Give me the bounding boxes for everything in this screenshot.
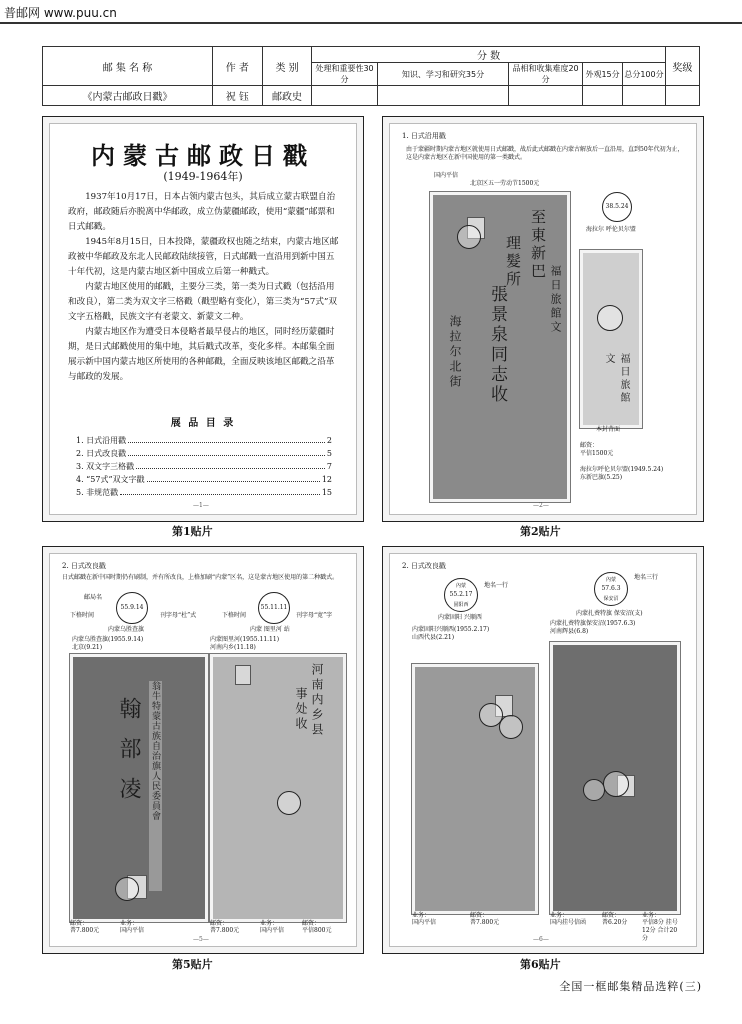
- section-title: 2. 日式改良戳: [402, 562, 446, 570]
- foot-label: 邮资：: [470, 912, 489, 919]
- pm-label: 内蒙扎赉特旗 保安沼(支): [576, 610, 643, 617]
- sheet-6-frame: [382, 546, 704, 954]
- cover-detail: 海拉尔呼伦贝尔盟(1949.5.24): [580, 466, 664, 473]
- pm-note: 邮局名: [84, 594, 103, 601]
- toc-page: 2: [326, 436, 332, 445]
- toc-title: 展 品 目 录: [170, 418, 236, 429]
- exhibit-name: 《内蒙古邮政日戳》: [43, 86, 213, 106]
- foot-value: 国内挂号信函: [550, 919, 587, 926]
- score-4: 外观15分: [582, 63, 622, 86]
- cover-detail: 河南内乡(11.18): [210, 644, 256, 651]
- toc-item: [76, 460, 332, 473]
- page-number: —5—: [193, 936, 209, 943]
- foot-value: 普7.800元: [70, 927, 100, 934]
- foot-label: 业务：: [260, 920, 279, 927]
- toc-page: 15: [321, 488, 332, 497]
- postmark-top: 內蒙: [455, 583, 466, 589]
- postmark: [583, 779, 605, 801]
- toc-page: 5: [326, 449, 332, 458]
- pm-note: 地名三行: [634, 574, 659, 581]
- author-name: 祝 钰: [212, 86, 262, 106]
- score-4-value: [582, 86, 622, 106]
- handwritten-note: 福日旅館文: [603, 353, 629, 405]
- postmark-top: 內蒙: [605, 577, 616, 583]
- toc-label: 2. 日式改良戳: [76, 449, 127, 458]
- cover-detail: 内蒙乌胜查旗(1955.9.14): [72, 636, 144, 643]
- postmark: [597, 305, 623, 331]
- toc-item: [76, 434, 332, 447]
- cover-detail: 内蒙图里河(1955.11.11): [210, 636, 280, 643]
- intro-paragraph: 1937年10月17日，日本占领内蒙古包头，其后成立蒙古联盟自治政府，邮政随后亦脱离中华邮政，成立伪蒙疆邮政，使用“蒙疆”邮票和日式邮戳。: [68, 192, 336, 232]
- sheet-1: [49, 123, 357, 515]
- handwritten-address: 事处收: [294, 687, 308, 732]
- postmark: [457, 225, 481, 249]
- pm-label: 内蒙 图里河 站: [250, 626, 290, 633]
- toc-list: [76, 434, 332, 499]
- score-3-value: [509, 86, 583, 106]
- postmark: [277, 791, 301, 815]
- category-value: 邮政史: [262, 86, 312, 106]
- award-value: [665, 86, 699, 106]
- intro-paragraph: 内蒙古地区使用的邮戳，主要分三类，第一类为日式戳（包括沿用和改良），第二类为双文字三格戳（戳型略有变化），第三类为“57式”双文字五格戳，民族文字有老蒙文、新蒙文二种。: [68, 282, 337, 322]
- postmark-date: 55.9.14: [120, 604, 144, 611]
- foot-value: 普7.800元: [210, 927, 240, 934]
- sheet-6: [389, 553, 697, 947]
- page-number: —2—: [533, 502, 549, 509]
- postmark-date: 55.11.11: [260, 604, 288, 611]
- col-category: 类 别: [262, 47, 312, 86]
- cover-detail: 山西代县(2.21): [412, 634, 455, 641]
- postmark-illustration: [116, 592, 148, 624]
- sheet-5: [49, 553, 357, 947]
- foot-label: 业务：: [120, 920, 139, 927]
- toc-label: 3. 双文字三格戳: [76, 462, 135, 471]
- score-1-value: [312, 86, 377, 106]
- handwritten-recipient: 張景泉同志收: [487, 285, 507, 405]
- handwritten-address: 理髮所: [504, 235, 522, 289]
- postmark: [499, 715, 523, 739]
- score-2-value: [377, 86, 509, 106]
- top-divider: [0, 22, 742, 24]
- postmark: [603, 771, 629, 797]
- sheet-2: [389, 123, 697, 515]
- foot-value: 国内平信: [412, 919, 437, 926]
- foot-label: 业务：: [642, 912, 661, 919]
- postmark-date: 55.2.17: [449, 591, 473, 598]
- toc-label: 5. 非规范戳: [76, 488, 119, 497]
- postmark-bottom: 保安沼: [603, 596, 619, 602]
- section-intro: 日式邮戳在新中国时期仍有刷制，并有所改良，上格加刷“内蒙”区名，这是蒙古地区使用的第二种戳式。: [62, 574, 339, 581]
- pm-note: 刊字母“杜”式: [160, 612, 197, 619]
- handwritten-sender: 海拉尔北街: [448, 315, 462, 390]
- page1-title: 内蒙古邮政日戳: [91, 141, 315, 170]
- cover-1: [412, 664, 538, 914]
- foot-label: 邮资：: [302, 920, 321, 927]
- postage-stamp: [235, 665, 251, 685]
- page-number: —1—: [193, 502, 209, 509]
- cover-detail: 内蒙扎赉特旗保安沼(1957.6.3): [550, 620, 636, 627]
- foot-value: 平信8分 挂号12分 合计20分: [642, 919, 678, 942]
- foot-value: 普6.20分: [602, 919, 628, 926]
- foot-label: 业务：: [550, 912, 569, 919]
- foot-value: 国内平信: [120, 927, 145, 934]
- exhibit-header-table: [42, 46, 700, 106]
- handwritten-recipient: [113, 697, 144, 877]
- cover-back: [580, 250, 642, 428]
- pm-note: 刊字母“宽”字: [296, 612, 333, 619]
- foot-value: 平信800元: [302, 927, 332, 934]
- postmark: [115, 877, 139, 901]
- toc-label: 4. “57式”双文字戳: [76, 475, 145, 484]
- postage-value: 平信1500元: [580, 450, 614, 457]
- foot-label: 邮资：: [602, 912, 621, 919]
- toc-item: [76, 473, 332, 486]
- hand-char: 翰: [116, 697, 141, 737]
- pm-label: 内蒙固阳 兴顺西: [438, 614, 482, 621]
- foot-value: 国内平信: [260, 927, 285, 934]
- section-title: 1. 日式沿用戳: [402, 132, 446, 140]
- postmark-illustration: [258, 592, 290, 624]
- postage-label: 邮资：: [580, 442, 599, 449]
- handwritten-address: 河南内乡县: [310, 663, 324, 738]
- publication-footer: 全国一框邮集精品选粹(三): [559, 980, 702, 993]
- stamp-note: 国内平信: [434, 172, 459, 179]
- pm-note: 下格时间: [70, 612, 95, 619]
- cover-detail: 内蒙固阳兴顺西(1955.2.17): [412, 626, 490, 633]
- postmark-date: 38.5.24: [605, 203, 629, 210]
- page1-intro: [68, 190, 340, 385]
- postmark-illustration: [444, 578, 478, 612]
- sheet-1-frame: [42, 116, 364, 522]
- col-award: 奖级: [665, 47, 699, 86]
- caption-sheet-1: 第1贴片: [172, 525, 213, 538]
- foot-label: 邮资：: [210, 920, 229, 927]
- sheet-2-frame: [382, 116, 704, 522]
- cover-front: [430, 192, 570, 502]
- cover-1: [70, 654, 208, 922]
- score-5-value: [623, 86, 665, 106]
- postmark-illustration: [602, 192, 632, 222]
- pm-label: 内蒙乌胜查旗: [108, 626, 145, 633]
- printed-sender: 翁牛特蒙古族自治旗人民委員會: [149, 681, 162, 891]
- col-score: 分 数: [312, 47, 665, 63]
- caption-sheet-5: 第5贴片: [172, 958, 213, 971]
- sheet-5-frame: [42, 546, 364, 954]
- page-number: —6—: [533, 936, 549, 943]
- hand-char: 部: [116, 737, 141, 777]
- caption-sheet-6: 第6贴片: [520, 958, 561, 971]
- site-watermark: 普邮网 www.puu.cn: [4, 6, 117, 20]
- score-3: 品相和收集难度20分: [509, 63, 583, 86]
- foot-label: 业务：: [412, 912, 431, 919]
- section-intro: 由于蒙疆时期内蒙古地区就使用日式邮戳，战后此式邮戳在内蒙古解放后一直沿用，直到50年代初为止，这是内蒙古地区在新中国使用的第一类戳式。: [406, 146, 684, 161]
- pm-note: 地名一行: [484, 582, 509, 589]
- page1-years: (1949-1964年): [163, 170, 243, 183]
- cover-detail: 河南辉县(6.8): [550, 628, 589, 635]
- cover-2: [550, 642, 680, 914]
- section-title: 2. 日式改良戳: [62, 562, 106, 570]
- score-1: 处理和重要性30分: [312, 63, 377, 86]
- col-name: 邮 集 名 称: [43, 47, 213, 86]
- postmark-illustration: [594, 572, 628, 606]
- postmark-bottom: 固阳西: [453, 602, 469, 608]
- cover-2: [210, 654, 346, 922]
- toc-page: 12: [321, 475, 332, 484]
- toc-item: [76, 486, 332, 499]
- toc-item: [76, 447, 332, 460]
- foot-value: 普7.800元: [470, 919, 500, 926]
- score-2: 知识、学习和研究35分: [377, 63, 509, 86]
- cover-detail: 东新巴旗(5.25): [580, 474, 623, 481]
- pm-note: 下格时间: [222, 612, 247, 619]
- intro-paragraph: 内蒙古地区作为遭受日本侵略者最早侵占的地区，同时经历蒙疆时期，是日式邮戳使用的集中地，其后戳式改革，变化多样。本邮集全面展示新中国内蒙古地区所使用的各种邮戳，全面反映该地区邮戳之沿革与邮政的发展。: [68, 327, 335, 382]
- intro-paragraph: 1945年8月15日，日本投降，蒙疆政权也随之结束，内蒙古地区邮政被中华邮政及东北人民邮政陆续接管，日式邮戳一直沿用到新中国五十年代初，这是内蒙古地区新中国成立后第一种戳式。: [68, 237, 339, 277]
- cover-detail: 北京(9.21): [72, 644, 103, 651]
- handwritten-address: 至東新巴: [529, 209, 547, 281]
- col-author: 作 者: [212, 47, 262, 86]
- postmark-label: 海拉尔 呼伦贝尔盟: [586, 226, 636, 233]
- stamp-note: 北京区五一劳动节1500元: [470, 180, 540, 187]
- foot-label: 邮资：: [70, 920, 89, 927]
- toc-label: 1. 日式沿用戳: [76, 436, 127, 445]
- back-label: 本封背面: [596, 426, 621, 433]
- hand-char: 凌: [116, 777, 141, 817]
- toc-page: 7: [326, 462, 332, 471]
- postmark-date: 57.6.3: [601, 585, 621, 592]
- caption-sheet-2: 第2贴片: [520, 525, 561, 538]
- score-5: 总分100分: [623, 63, 665, 86]
- handwritten-address: 福日旅館文: [549, 265, 562, 335]
